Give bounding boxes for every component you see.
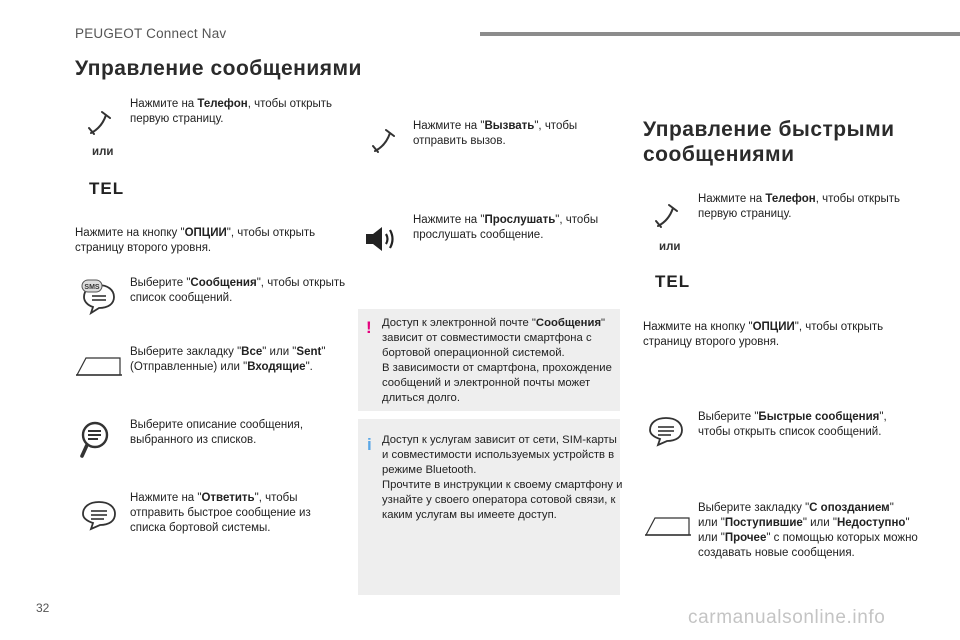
info-icon: i [367,435,372,454]
section-title-quick-messages: Управление быстрыми сообщениями [643,118,895,166]
page-number: 32 [36,601,50,615]
step-phone: Нажмите на Телефон, чтобы открыть первую страницу. [130,98,333,125]
speaker-icon [364,224,400,254]
tab-icon-2 [645,514,691,536]
step-phone-2: Нажмите на Телефон, чтобы открыть первую страницу. [698,193,901,220]
step-listen: Нажмите на "Прослушать", чтобы прослушать сообщение. [413,214,599,241]
tab-icon [76,354,122,376]
watermark: carmanualsonline.info [688,607,886,628]
section-title-messages: Управление сообщениями [75,57,362,80]
phone-handset-icon [88,110,114,136]
step-call: Нажмите на "Вызвать", чтобы отправить вызов. [413,120,578,147]
step-description: Выберите описание сообщения, выбранного из списков. [130,419,304,446]
header-rule [480,32,960,36]
quick-messages-icon [647,416,685,446]
sms-icon-label: SMS [84,284,100,291]
running-header: PEUGEOT Connect Nav [75,26,227,41]
or-label-2: или [659,241,681,253]
or-label: или [92,146,114,158]
step-options-2: Нажмите на кнопку "ОПЦИИ", чтобы открыть страницу второго уровня. [643,321,884,348]
step-options: Нажмите на кнопку "ОПЦИИ", чтобы открыть страницу второго уровня. [75,227,316,254]
step-quick-messages: Выберите "Быстрые сообщения", чтобы открыть список сообщений. [698,411,887,438]
warning-note: Доступ к электронной почте "Сообщения" зависит от совместимости смартфона с бортовой операционной системой. В зависимости от смартфона, прохождение сообщений и электронной почты может длиться долго. [382,317,612,404]
sms-message-icon [80,280,120,316]
call-handset-icon [372,128,398,154]
info-note: Доступ к услугам зависит от сети, SIM-карты и совместимости используемых устройств в режиме Bluetooth. Прочтите в инструкции к своему смартфону и узнайте у своего оператора сотовой связи, к каким услугам вы имеете доступ. [382,434,623,521]
tel-button-label: TEL [89,179,125,198]
tel-button-label-2: TEL [655,272,691,291]
reply-message-icon [80,500,118,530]
step-quick-tabs: Выберите закладку "С опозданием" или "Поступившие" или "Недоступно" или "Прочее" с помощью которых можно создавать новые сообщения. [698,502,918,559]
step-tabs: Выберите закладку "Все" или "Sent" (Отправленные) или "Входящие". [130,346,326,373]
message-detail-icon [80,420,112,460]
step-reply: Нажмите на "Ответить", чтобы отправить быстрое сообщение из списка бортовой системы. [130,492,311,534]
phone-handset-icon-2 [655,203,681,229]
warning-icon: ! [366,318,372,337]
step-messages: Выберите "Сообщения", чтобы открыть список сообщений. [130,277,346,304]
notes-divider [358,411,620,419]
